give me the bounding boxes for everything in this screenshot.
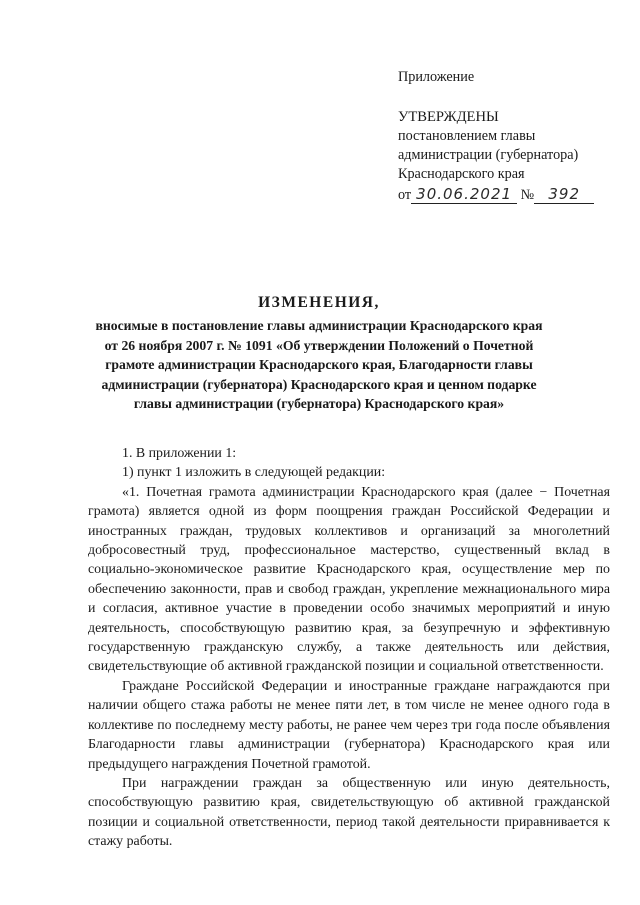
number-prefix: № (520, 187, 535, 203)
approval-line-2: администрации (губернатора) (398, 147, 579, 163)
decree-date-number-line (398, 186, 618, 205)
document-body (88, 444, 610, 852)
paragraph-2: 1) пункт 1 изложить в следующей редакции: (122, 465, 386, 481)
approval-line-3: Краснодарского края (398, 166, 525, 182)
date-prefix: от (398, 187, 412, 203)
appendix-label: Приложение (398, 69, 475, 85)
paragraph-1: 1. В приложении 1: (122, 446, 237, 461)
paragraph-4: Граждане Российской Федерации и иностранные граждане награждаются при наличии общего стажа работы не менее пяти лет, в том числе не менее одного года в коллективе по последнему месту работы, не ранее чем через три года после объявления Благодарности главы администрации (губернатора) Краснодарского края или предыдущего награждения Почетной грамотой. (88, 678, 610, 772)
document-heading (88, 292, 550, 414)
handwritten-number: 392 (534, 186, 594, 204)
document-title: ИЗМЕНЕНИЯ, (258, 294, 380, 311)
approval-line-1: постановлением главы (398, 128, 536, 144)
paragraph-5: При награждении граждан за общественную или иную деятельность, способствующую развитию края, свидетельствующую об активной гражданской позиции и социальной ответственности, период такой деятельности приравнивается к стажу работы. (88, 775, 610, 850)
approved-label: УТВЕРЖДЕНЫ (398, 109, 499, 125)
paragraph-3: «1. Почетная грамота администрации Краснодарского края (далее − Почетная грамота) является одной из форм поощрения граждан Российской Федерации и иностранных граждан, трудовых коллективов и организаций за многолетний добросовестный труд, профессиональное мастерство, существенный вклад в социально-экономическое развитие Краснодарского края, осуществление мер по обеспечению законности, прав и свобод граждан, укрепление межнационального мира и согласия, активное участие в проведении особо значимых мероприятий и иную деятельность, способствующую развитию края, за безупречную и эффективную государственную гражданскую службу, а также деятельность или действия, свидетельствующие об активной гражданской позиции и социальной ответственности. (88, 484, 610, 675)
document-subtitle: вносимые в постановление главы администрации Краснодарского края от 26 ноября 2007 г. № 1091 «Об утверждении Положений о Почетной грамоте администрации Краснодарского края, Благодарности главы администрации (губернатора) Краснодарского края и ценном подарке главы администрации (губернатора) Краснодарского края» (95, 318, 543, 412)
handwritten-date: 30.06.2021 (411, 186, 517, 204)
approval-block (398, 68, 618, 205)
